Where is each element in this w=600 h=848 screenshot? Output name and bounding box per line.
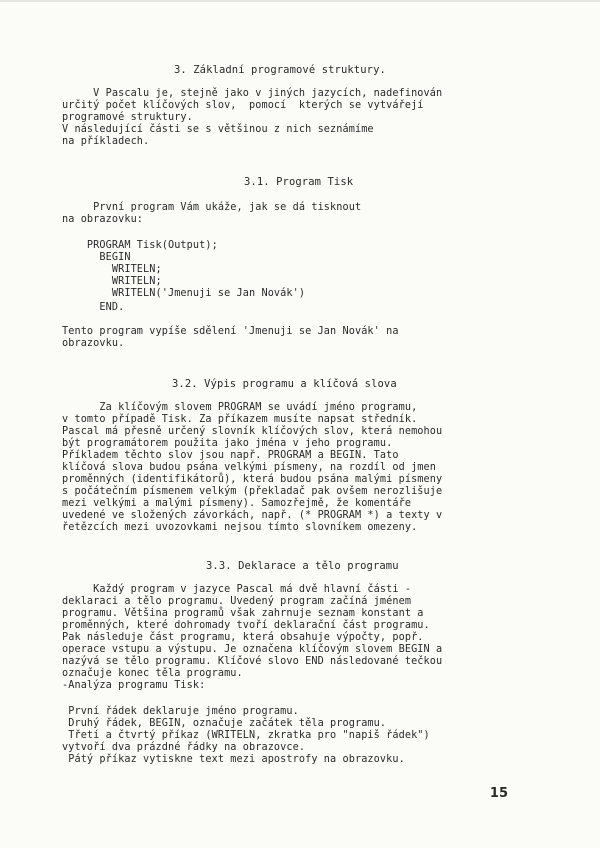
text-line: operace vstupu a výstupu. Je označena klíčovým slovem BEGIN a bbox=[62, 644, 443, 655]
page-number: 15 bbox=[489, 786, 508, 801]
text-line: V Pascalu je, stejně jako v jiných jazycích, nadefinován bbox=[62, 88, 443, 99]
text-line: vytvoří dva prázdné řádky na obrazovce. bbox=[62, 742, 306, 753]
section-heading-3-1: 3.1. Program Tisk bbox=[244, 176, 354, 188]
text-line: Každý program v jazyce Pascal má dvě hlavní části - bbox=[62, 584, 412, 595]
text-line: Za klíčovým slovem PROGRAM se uvádí jméno programu, bbox=[62, 402, 418, 413]
code-line: WRITELN('Jmenuji se Jan Novák') bbox=[62, 288, 306, 299]
text-line: programu. Většina programů však zahrnuje seznam konstant a bbox=[62, 608, 424, 619]
text-line: První program Vám ukáže, jak se dá tisknout bbox=[62, 202, 362, 213]
text-line: obrazovku. bbox=[62, 338, 125, 349]
code-line: END. bbox=[62, 302, 125, 313]
section-heading-3-2: 3.2. Výpis programu a klíčová slova bbox=[172, 378, 397, 390]
code-line: BEGIN bbox=[62, 252, 131, 263]
text-line: klíčová slova budou psána velkými písmeny, na rozdíl od jmen bbox=[62, 462, 437, 473]
text-line: programové struktury. bbox=[62, 112, 193, 123]
code-line: WRITELN; bbox=[62, 276, 162, 287]
text-line: proměnných (identifikátorů), která budou psána malými písmeny bbox=[62, 474, 443, 485]
text-line: První řádek deklaruje jméno programu. bbox=[62, 706, 299, 717]
text-line: s počátečním písmenem velkým (překladač pak ovšem nerozlišuje bbox=[62, 486, 443, 497]
code-line: PROGRAM Tisk(Output); bbox=[62, 240, 218, 251]
code-line: WRITELN; bbox=[62, 264, 162, 275]
text-line: na příkladech. bbox=[62, 136, 150, 147]
text-line: deklaraci a tělo programu. Uvedený program začíná jménem bbox=[62, 596, 412, 607]
section-heading-3: 3. Základní programové struktury. bbox=[174, 64, 386, 76]
text-line: být programátorem použita jako jména v jeho programu. bbox=[62, 438, 393, 449]
text-line: Tento program vypíše sdělení 'Jmenuji se Jan Novák' na bbox=[62, 326, 399, 337]
text-line: Pascal má přesně určený slovník klíčových slov, která nemohou bbox=[62, 426, 443, 437]
text-line: -Analýza programu Tisk: bbox=[62, 680, 206, 691]
text-line: Třetí a čtvrtý příkaz (WRITELN, zkratka pro "napiš řádek") bbox=[62, 730, 430, 741]
text-line: proměnných, které dohromady tvoří deklarační část programu. bbox=[62, 620, 430, 631]
text-line: mezi velkými a malými písmeny). Samozřejmě, že komentáře bbox=[62, 498, 412, 509]
text-line: uvedené ve složených závorkách, např. (* PROGRAM *) a texty v bbox=[62, 510, 443, 521]
text-line: Druhý řádek, BEGIN, označuje začátek těla programu. bbox=[62, 718, 387, 729]
text-line: určitý počet klíčových slov, pomocí kterých se vytvářejí bbox=[62, 100, 424, 111]
text-line: označuje konec těla programu. bbox=[62, 668, 243, 679]
section-heading-3-3: 3.3. Deklarace a tělo programu bbox=[206, 560, 399, 572]
text-line: řetězcích mezi uvozovkami nejsou tímto slovníkem omezeny. bbox=[62, 522, 418, 533]
scan-edge bbox=[0, 0, 600, 2]
text-line: Příkladem těchto slov jsou např. PROGRAM a BEGIN. Tato bbox=[62, 450, 399, 461]
text-line: Pátý příkaz vytiskne text mezi apostrofy na obrazovku. bbox=[62, 754, 405, 765]
text-line: nazývá se tělo programu. Klíčové slovo END následované tečkou bbox=[62, 656, 443, 667]
text-line: V následující části se s většinou z nich seznámíme bbox=[62, 124, 374, 135]
text-line: v tomto případě Tisk. Za příkazem musíte napsat středník. bbox=[62, 414, 418, 425]
text-line: na obrazovku: bbox=[62, 214, 144, 225]
text-line: Pak následuje část programu, která obsahuje výpočty, popř. bbox=[62, 632, 424, 643]
